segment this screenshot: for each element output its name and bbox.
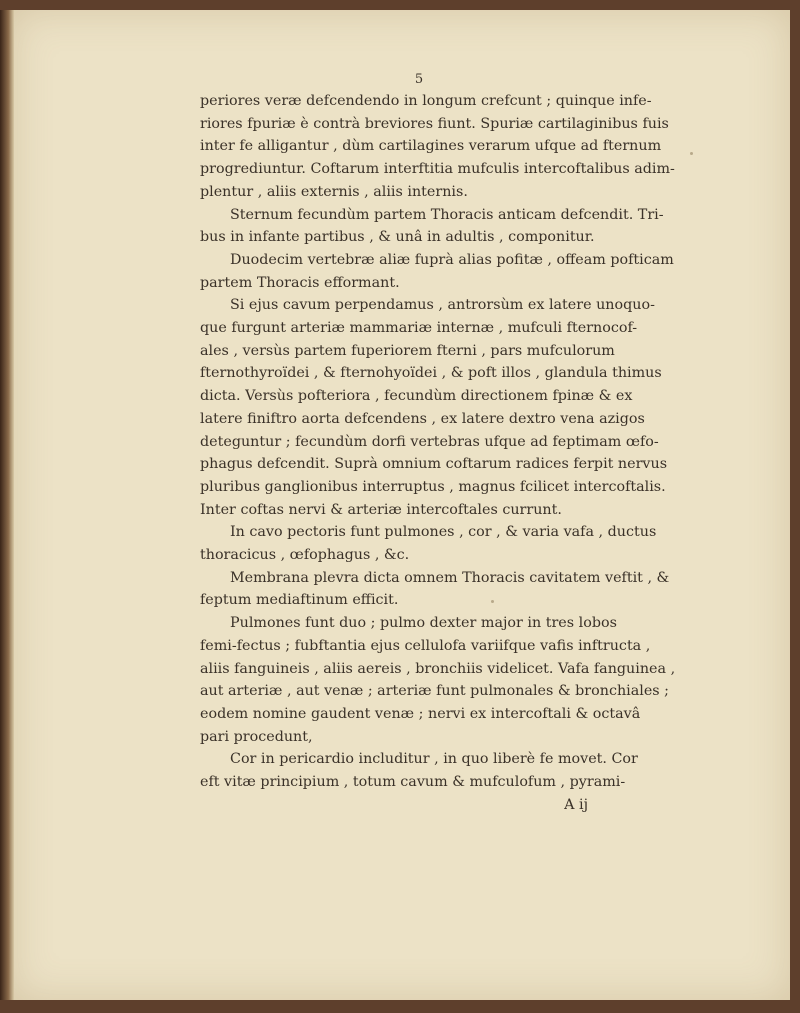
text-line: Cor in pericardio includitur , in quo liberè fe movet. Cor [230, 751, 638, 768]
text-line: que furgunt arteriæ mammariæ internæ , mufculi fternocof- [200, 320, 638, 337]
text-line: Membrana plevra dicta omnem Thoracis cavitatem veftit , & [230, 569, 670, 586]
text-line: fternothyroïdei , & fternohyoïdei , & poft illos , glandula thimus [200, 365, 662, 382]
book-binding-edge [0, 10, 14, 1000]
text-line: phagus defcendit. Suprà omnium coftarum radices ferpit nervus [200, 456, 668, 473]
page-number: 5 [414, 72, 424, 87]
text-line: thoracicus , œfophagus , &c. [200, 547, 410, 564]
text-line: plentur , aliis externis , aliis internis. [200, 183, 468, 200]
paper-spot [690, 152, 693, 155]
text-line: deteguntur ; fecundùm dorfi vertebras ufque ad feptimam œfo- [200, 433, 659, 450]
text-line: periores veræ defcendendo in longum crefcunt ; quinque infe- [200, 93, 652, 109]
text-line: femi-fectus ; fubftantia ejus cellulofa variifque vafis inftructa , [200, 637, 651, 654]
text-line: Duodecim vertebræ aliæ fuprà alias pofitæ , offeam pofticam [230, 251, 674, 268]
text-line: riores fpuriæ è contrà breviores fiunt. Spuriæ cartilaginibus fuis [200, 115, 669, 132]
text-line: dicta. Versùs pofteriora , fecundùm directionem fpinæ & ex [200, 388, 633, 405]
text-line: Pulmones funt duo ; pulmo dexter major in tres lobos [230, 615, 617, 632]
text-line: partem Thoracis efformant. [200, 274, 400, 291]
text-lines [200, 90, 676, 794]
text-line: feptum mediaftinum efficit. [200, 592, 399, 609]
text-line: latere finiftro aorta defcendens , ex latere dextro vena azigos [200, 410, 645, 427]
text-line: inter fe alligantur , dùm cartilagines verarum ufque ad fternum [200, 138, 662, 155]
text-line: eodem nomine gaudent venæ ; nervi ex intercoftali & octavâ [200, 705, 641, 722]
body-text [200, 72, 676, 817]
text-line: Inter coftas nervi & arteriæ intercoftales currunt. [200, 501, 562, 518]
text-line: Sternum fecundùm partem Thoracis anticam defcendit. Tri- [230, 206, 664, 223]
text-line: aliis fanguineis , aliis aereis , bronchiis videlicet. Vafa fanguinea , [200, 660, 676, 677]
text-line: progrediuntur. Coftarum interftitia mufculis intercoftalibus adim- [200, 161, 675, 178]
text-line: pari procedunt, [200, 728, 313, 745]
text-line: pluribus ganglionibus interruptus , magnus fcilicet intercoftalis. [200, 478, 666, 495]
text-line: ales , versùs partem fuperiorem fterni , pars mufculorum [200, 342, 615, 359]
text-line: Si ejus cavum perpendamus , antrorsùm ex latere unoquo- [230, 297, 655, 314]
text-line: aut arteriæ , aut venæ ; arteriæ funt pulmonales & bronchiales ; [200, 683, 669, 700]
signature-mark: A ij [564, 796, 588, 813]
text-line: bus in infante partibus , & unâ in adultis , componitur. [200, 229, 595, 246]
text-line: In cavo pectoris funt pulmones , cor , & varia vafa , ductus [230, 524, 657, 541]
text-line: eft vitæ principium , totum cavum & mufculofum , pyrami- [200, 774, 626, 791]
